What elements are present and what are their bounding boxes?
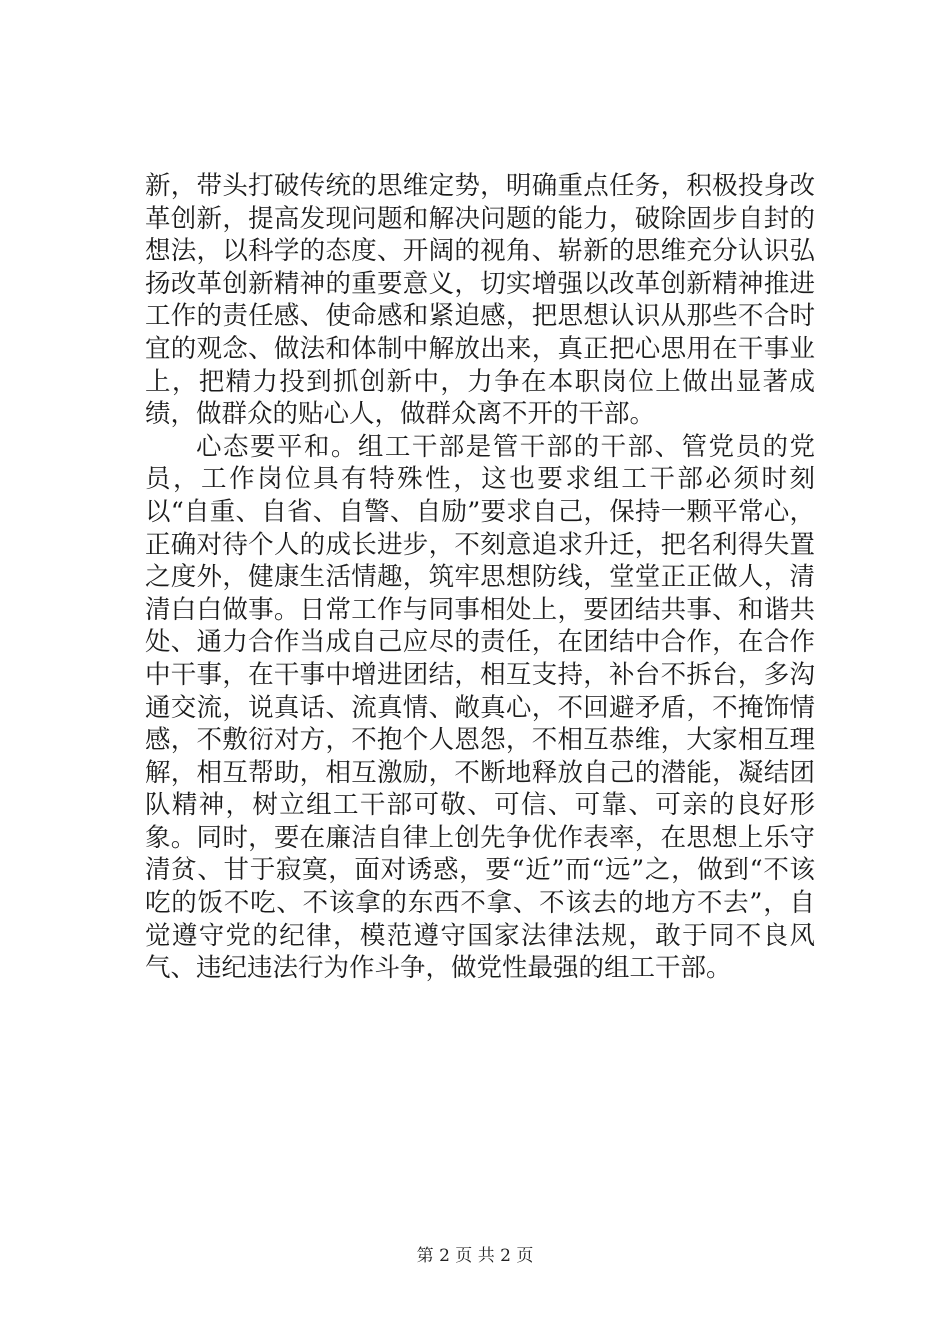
document-body bbox=[145, 170, 815, 985]
page-footer: 第 2 页 共 2 页 bbox=[416, 1246, 534, 1266]
paragraph-1: 新，带头打破传统的思维定势，明确重点任务，积极投身改革创新，提高发现问题和解决问题的能力，破除固步自封的想法，以科学的态度、开阔的视角、崭新的思维充分认识弘扬改革创新精神的重要意义，切实增强以改革创新精神推进工作的责任感、使命感和紧迫感，把思想认识从那些不合时宜的观念、做法和体制中解放出来，真正把心思用在干事业上，把精力投到抓创新中，力争在本职岗位上做出显著成绩，做群众的贴心人，做群众离不开的干部。 bbox=[145, 171, 815, 430]
paragraph-2: 心态要平和。组工干部是管干部的干部、管党员的党员，工作岗位具有特殊性，这也要求组工干部必须时刻以“自重、自省、自警、自励”要求自己，保持一颗平常心，正确对待个人的成长进步，不刻意追求升迁，把名利得失置之度外，健康生活情趣，筑牢思想防线，堂堂正正做人，清清白白做事。日常工作与同事相处上，要团结共事、和谐共处、通力合作当成自己应尽的责任，在团结中合作，在合作中干事，在干事中增进团结，相互支持，补台不拆台，多沟通交流，说真话、流真情、敞真心，不回避矛盾，不掩饰情感，不敷衍对方，不抱个人恩怨，不相互恭维，大家相互理解，相互帮助，相互激励，不断地释放自己的潜能，凝结团队精神，树立组工干部可敬、可信、可靠、可亲的良好形象。同时，要在廉洁自律上创先争优作表率，在思想上乐守清贫、甘于寂寞，面对诱惑，要“近”而“远”之，做到“不该吃的饭不吃、不该拿的东西不拿、不该去的地方不去”，自觉遵守党的纪律，模范遵守国家法律法规，敢于同不良风气、违纪违法行为作斗争，做党性最强的组工干部。 bbox=[145, 431, 815, 984]
